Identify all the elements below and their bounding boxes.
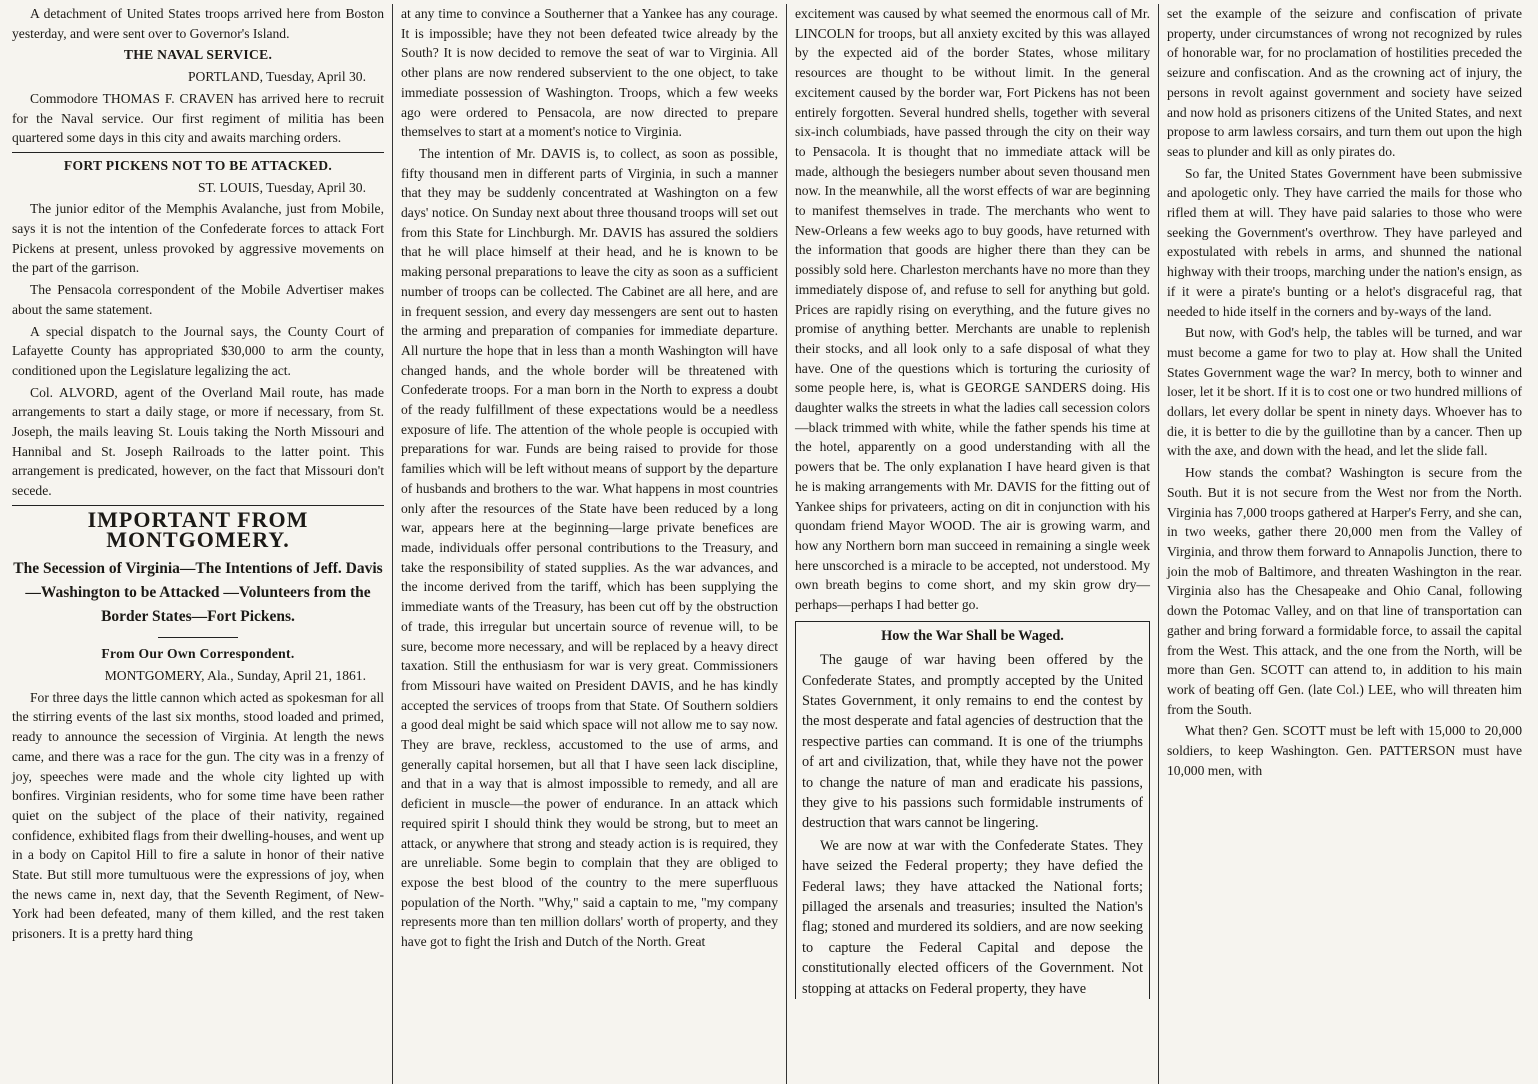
davis-intention-paragraph: The intention of Mr. DAVIS is, to collect, as soon as possible, fifty thousand men in different parts of Virginia, in such a manner that they may be suddenly concentrated at Washington on a few days' notice. On Sunday next about three thousand troops will set out from this State for Linchburgh. Mr. DAVIS has assured the soldiers that he will place himself at their head, and he is known to be making personal preparations to leave the city as soon as a sufficient number of troops can be collected. The Cabinet are all here, and are in frequent session, and every day messengers are sent out to hasten the arming and preparation of companies for immediate departure. All nurture the hope that in less than a month Washington will have changed hands, and the whole border will be threatened with Confederate troops. For a man born in the North to express a doubt of the ready fulfillment of these expectations would be a needless exposure of life. The attention of the whole people is occupied with preparations for war. Funds are being raised to provide for those families which will be left without means of support by the departure of husbands and brothers to the war. What happens in most countries only after the resources of the State have been reduced by a long war, appears here at the beginning—large private benefices are made, individuals offer personal contributions to the Treasury, and take the responsibility of stated supplies. As the war advances, and the income derived from the tariff, which has been supplying the immediate wants of the Treasury, has been cut off by the obstruction of trade, this irregular but uncertain source of revenue will, to be sure, become more necessary, and will be replaced by a heavy direct taxation. Still the enthusiasm for war is very great. Commissioners from Missouri have waited on President DAVIS, and he has kindly accepted the services of troops from that State. Of Southern soldiers a good deal might be said which space will not allow me to say now. They are brave, reckless, accustomed to the use of arms, and generally capital horsemen, but all that I have seen lack discipline, and that in a way that is almost impossible to remedy, and all are deficient in muscle—the power of endurance. In an attack which required spirit I should think they would be strong, but to meet an attack, or anywhere that strong and steady action is is required, they are unreliable. Some begin to complain that they are obliged to expose the best blood of the country to the mere superfluous population of the North. "Why," said a captain to me, "my company represents more than ten million dollars' worth of property, and they have got to fight the Irish and Dutch of the North. Great xyxy=(401,145,778,950)
divider xyxy=(12,505,384,506)
troops-paragraph: A detachment of United States troops arrived here from Boston yesterday, and were sent over to Governor's Island. xyxy=(12,6,384,41)
divider xyxy=(12,152,384,153)
war-continued-paragraph-4: How stands the combat? Washington is secure from the South. But it is not secure from the West nor from the North. Virginia has 7,000 troops gathered at Harper's Ferry, and she can, in two weeks, gather there 20,000 men from the Valley of Virginia, and throw them forward to Annapolis Junction, there to join the mob of Baltimore, and threaten Washington in the rear. Virginia also has the Chesapeake and Ohio Canal, following down the Potomac Valley, and on that line of transportation can gather and bring forward a formidable force, to assail the capital from the West. This attack, and the one from the North, will be more than Gen. SCOTT can attend to, in addition to his main work of beating off Gen. (late Col.) LEE, who will threaten him from the South. xyxy=(1167,465,1522,717)
fort-pickens-headline: FORT PICKENS NOT TO BE ATTACKED. xyxy=(63,157,333,173)
war-continued-paragraph-1: set the example of the seizure and confiscation of private property, under circumstances of wrong not recognized by rules of honorable war, for no proclamation of hostilities preceded the seizure and confiscation. And as the crowning act of injury, the persons in revolt against government and society have seized and now hold as prisoners citizens of the United States, and next propose to arm lawless corsairs, and turn them out upon the high seas to plunder and kill as only pirates do. xyxy=(1167,6,1522,159)
fort-pickens-dateline: ST. LOUIS, Tuesday, April 30. xyxy=(197,179,366,195)
war-continued-paragraph-5: What then? Gen. SCOTT must be left with 15,000 to 20,000 soldiers, to keep Washington. Gen. PATTERSON must have 10,000 men, with xyxy=(1167,723,1522,778)
column-3 xyxy=(786,4,1158,1084)
war-continued-paragraph-2: So far, the United States Government have been submissive and apologetic only. They have carried the mails for those who rifled them at will. They have paid salaries to those who were seeking the Government's overthrow. They have parleyed and expostulated with rebels in arms, and shunned the national highway with their troops, marching under the nation's ensign, as if it were a pirate's bunting or a helot's disgraceful rag, that needed to hide itself in the corners and by-ways of the land. xyxy=(1167,165,1522,319)
column-4 xyxy=(1158,4,1530,1084)
war-article-headline: How the War Shall be Waged. xyxy=(881,627,1064,644)
montgomery-deck: The Secession of Virginia—The Intentions of Jeff. Davis—Washington to be Attacked —Volunteers from the Border States—Fort Pickens. xyxy=(13,560,383,626)
montgomery-paragraph-1: For three days the little cannon which acted as spokesman for all the stirring events of the last six months, stood loaded and primed, ready to announce the secession of Virginia. At length the news came, and there was a race for the gun. The city was in a frenzy of joy, speeches were made and the whole city lighted up with bonfires. Virginian residents, who for some time have been rather quiet on the subject of the place of their nativity, regained confidence, exhibited flags from their dwelling-houses, and went up in a body on Capitol Hill to fire a salute in honor of their native State. But still more tumultuous were the expressions of joy, when the news came in, next day, that the Seventh Regiment, of New-York had been defeated, many of them killed, and the rest taken prisoners. It is a pretty hard thing xyxy=(12,689,384,942)
fort-pickens-paragraph-1: The junior editor of the Memphis Avalanche, just from Mobile, says it is not the intention of the Confederate forces to attack Fort Pickens at present, unless provoked by aggressive movements on the part of the garrison. xyxy=(12,201,384,276)
montgomery-continued-paragraph: at any time to convince a Southerner that a Yankee has any courage. It is impossible; have they not been defeated twice already by the South? It is now decided to remove the seat of war to Virginia. All other plans are now rendered subservient to the one object, to take immediate possession of Washington. Troops, which a few weeks ago were ordered to Pensacola, are now directed to prepare themselves to start at a moment's notice to Virginia. xyxy=(401,6,778,140)
excitement-paragraph: excitement was caused by what seemed the enormous call of Mr. LINCOLN for troops, but all anxiety excited by this was allayed by the expected aid of the border States, whose military resources are thought to be without limit. In the general excitement caused by the border war, Fort Pickens has not been entirely forgotten. Several hundred shells, together with several six-inch columbiads, have passed through the city on their way to Pensacola. It is thought that no immediate attack will be made, although the besiegers number about seven thousand men now. In the meanwhile, all the worst effects of war are beginning to manifest themselves in trade. The merchants who went to New-Orleans a few weeks ago to buy goods, have returned with the information that goods are higher there than they can be possibly sold here. Charleston merchants have no more than they immediately dispose of, and refuse to sell for anything but gold. Prices are rapidly rising on everything, and the future gives no promise of anything better. Merchants are unable to replenish their stocks, and all look only to a safe disposal of what they have. One of the questions which is torturing the curiosity of some people here, is, what is GEORGE SANDERS doing. His daughter walks the streets in what the ladies call secession colors—black trimmed with white, while the father spends his time at the hotel, apparently on a good understanding with all the powers that be. The only explanation I have heard given is that he is making arrangements with Mr. DAVIS for the fitting out of Yankee ships for privateers, acting on dit in conjunction with his quondam friend Mayor WOOD. The air is growing warm, and how any Northern born man succeed in remaining a single week here unscorched is a miracle to be accepted, not understood. My own breath begins to come short, and my skin grow dry—perhaps—perhaps I had better go. xyxy=(795,6,1150,613)
war-continued-paragraph-3: But now, with God's help, the tables will be turned, and war must become a game for two to play at. How shall the United States Government wage the war? In mercy, both to winner and loser, let it be short. If it is to cost one or two hundred millions of dollars, let every dollar be spent in ninety days. Whoever has to die, it is better to die by the guillotine than by a cancer. Then up with the axe, and down with the head, and let the slide fall. xyxy=(1167,325,1522,459)
naval-service-headline: THE NAVAL SERVICE. xyxy=(123,47,273,63)
montgomery-dateline: MONTGOMERY, Ala., Sunday, April 21, 1861. xyxy=(104,667,366,683)
fort-pickens-paragraph-4: Col. ALVORD, agent of the Overland Mail route, has made arrangements to start a daily stage, or more if necessary, from St. Joseph, the mails leaving St. Louis taking the North Missouri and Hannibal and St. Joseph Railroads to the latter point. This arrangement is predicated, however, on the fact that Missouri don't secede. xyxy=(12,384,384,499)
fort-pickens-paragraph-2: The Pensacola correspondent of the Mobile Advertiser makes about the same statement. xyxy=(12,282,384,317)
column-1 xyxy=(4,4,392,1084)
naval-body: Commodore THOMAS F. CRAVEN has arrived here to recruit for the Naval service. Our first regiment of militia has been quartered some days in this city and awaits marching orders. xyxy=(12,90,384,146)
short-divider xyxy=(158,637,238,638)
montgomery-headline: IMPORTANT FROM MONTGOMERY. xyxy=(87,506,309,552)
correspondent-byline: From Our Own Correspondent. xyxy=(101,646,295,662)
war-article-paragraph-2: We are now at war with the Confederate States. They have seized the Federal property; they have defied the Federal laws; they have attacked the National forts; pillaged the arsenals and treasuries; insulted the Nation's flag; stoned and murdered its soldiers, and are now seeking to capture the Federal Capital and depose the constitutionally elected officers of the Government. Not stopping at attacks on Federal property, they have xyxy=(802,837,1143,997)
war-article-paragraph-1: The gauge of war having been offered by the Confederate States, and promptly accepted by the United States Government, it only remains to end the contest by the most desperate and fatal agencies of destruction that the respective parties can command. It is one of the triumphs of art and civilization, that, while they have not the power to change the nature of man and eradicate his passions, they give to his passions such formidable instruments of destruction that wars cannot be lingering. xyxy=(802,652,1144,832)
war-article-box xyxy=(795,621,1150,999)
naval-dateline: PORTLAND, Tuesday, April 30. xyxy=(187,69,366,85)
fort-pickens-paragraph-3: A special dispatch to the Journal says, the County Court of Lafayette County has appropriated $30,000 to arm the county, conditioned upon the Legislature legalizing the act. xyxy=(12,323,384,378)
column-2 xyxy=(392,4,786,1084)
